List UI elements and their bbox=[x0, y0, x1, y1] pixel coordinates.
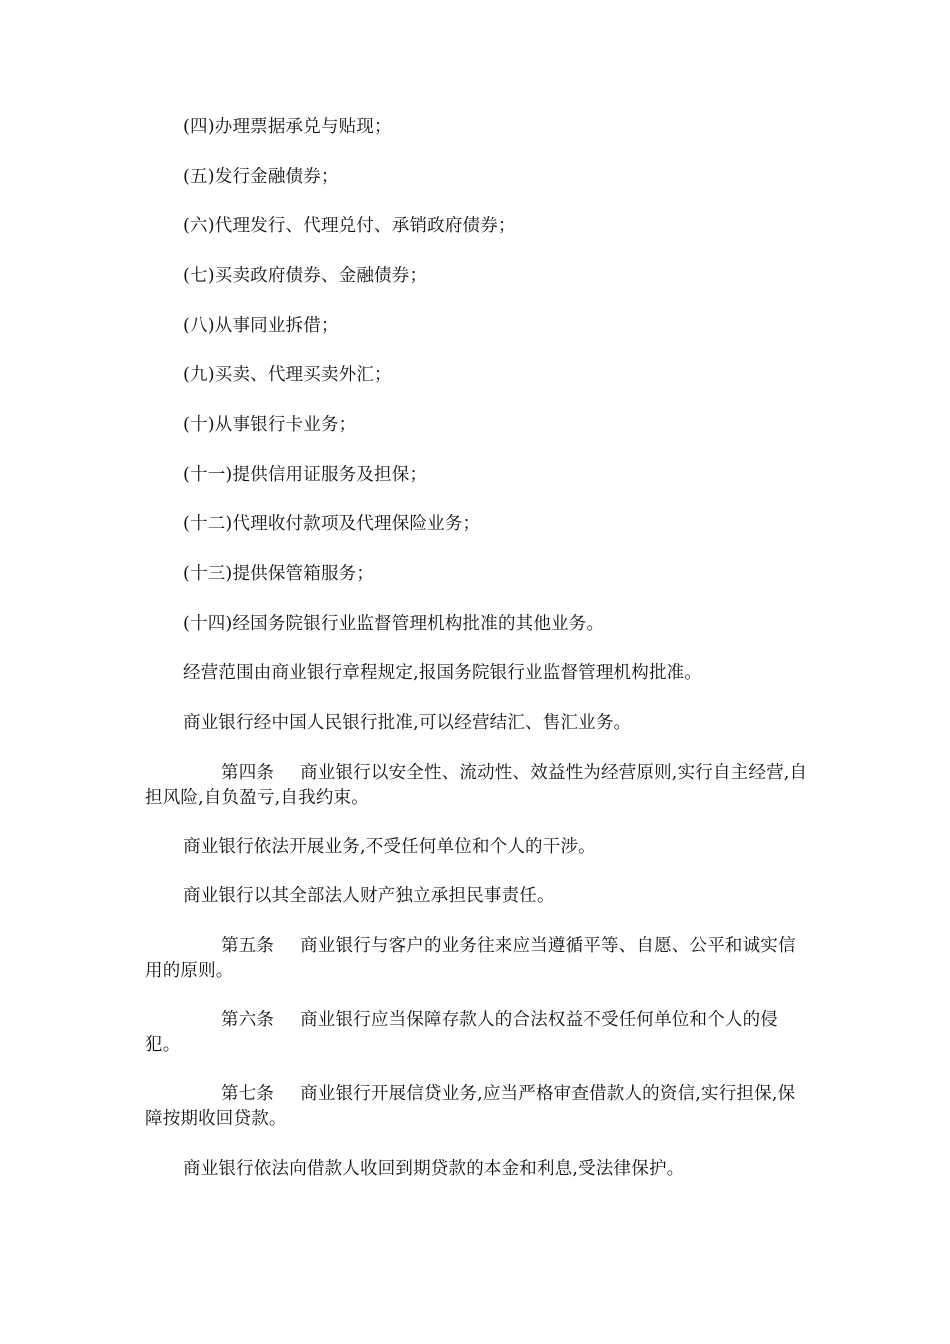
body-paragraph bbox=[145, 835, 809, 860]
paragraph-text: 商业银行开展信贷业务,应当严格审查借款人的资信,实行担保,保障按期收回贷款。 bbox=[145, 1084, 796, 1129]
article-heading: 第六条 bbox=[221, 1010, 275, 1030]
article-7 bbox=[145, 1082, 809, 1132]
paragraph-text: (十二)代理收付款项及代理保险业务； bbox=[183, 514, 481, 534]
body-paragraph bbox=[145, 661, 809, 686]
list-item-4 bbox=[145, 115, 809, 140]
list-item-7 bbox=[145, 264, 809, 289]
paragraph-text: (十一)提供信用证服务及担保； bbox=[183, 465, 428, 485]
list-item-9 bbox=[145, 363, 809, 388]
paragraph-text: 商业银行经中国人民银行批准,可以经营结汇、售汇业务。 bbox=[183, 713, 632, 733]
paragraph-text: 商业银行以安全性、流动性、效益性为经营原则,实行自主经营,自担风险,自负盈亏,自我约束。 bbox=[145, 763, 808, 808]
paragraph-text: (四)办理票据承兑与贴现； bbox=[183, 117, 392, 137]
paragraph-text: 商业银行依法开展业务,不受任何单位和个人的干涉。 bbox=[183, 837, 596, 857]
list-item-6 bbox=[145, 214, 809, 239]
paragraph-text: (十四)经国务院银行业监督管理机构批准的其他业务。 bbox=[183, 614, 605, 634]
list-item-11 bbox=[145, 463, 809, 488]
paragraph-text: 商业银行与客户的业务往来应当遵循平等、自愿、公平和诚实信用的原则。 bbox=[145, 936, 796, 981]
article-heading: 第七条 bbox=[221, 1084, 275, 1104]
article-heading: 第四条 bbox=[221, 763, 275, 783]
list-item-14 bbox=[145, 612, 809, 637]
paragraph-text: (九)买卖、代理买卖外汇； bbox=[183, 365, 392, 385]
body-paragraph bbox=[145, 1157, 809, 1182]
paragraph-text: (八)从事同业拆借； bbox=[183, 316, 339, 336]
paragraph-text: (五)发行金融债券； bbox=[183, 167, 339, 187]
paragraph-text: (六)代理发行、代理兑付、承销政府债券； bbox=[183, 216, 516, 236]
list-item-12 bbox=[145, 512, 809, 537]
paragraph-text: (十三)提供保管箱服务； bbox=[183, 564, 375, 584]
body-paragraph bbox=[145, 884, 809, 909]
paragraph-text: 商业银行以其全部法人财产独立承担民事责任。 bbox=[183, 886, 555, 906]
body-paragraph bbox=[145, 711, 809, 736]
paragraph-text: (七)买卖政府债券、金融债券； bbox=[183, 266, 428, 286]
list-item-13 bbox=[145, 562, 809, 587]
paragraph-text: 经营范围由商业银行章程规定,报国务院银行业监督管理机构批准。 bbox=[183, 663, 703, 683]
paragraph-text: 商业银行应当保障存款人的合法权益不受任何单位和个人的侵犯。 bbox=[145, 1010, 779, 1055]
list-item-5 bbox=[145, 165, 809, 190]
article-heading: 第五条 bbox=[221, 936, 275, 956]
paragraph-text: 商业银行依法向借款人收回到期贷款的本金和利息,受法律保护。 bbox=[183, 1159, 685, 1179]
paragraph-text: (十)从事银行卡业务； bbox=[183, 415, 357, 435]
article-4 bbox=[145, 761, 809, 811]
list-item-8 bbox=[145, 314, 809, 339]
article-6 bbox=[145, 1008, 809, 1058]
article-5 bbox=[145, 934, 809, 984]
list-item-10 bbox=[145, 413, 809, 438]
